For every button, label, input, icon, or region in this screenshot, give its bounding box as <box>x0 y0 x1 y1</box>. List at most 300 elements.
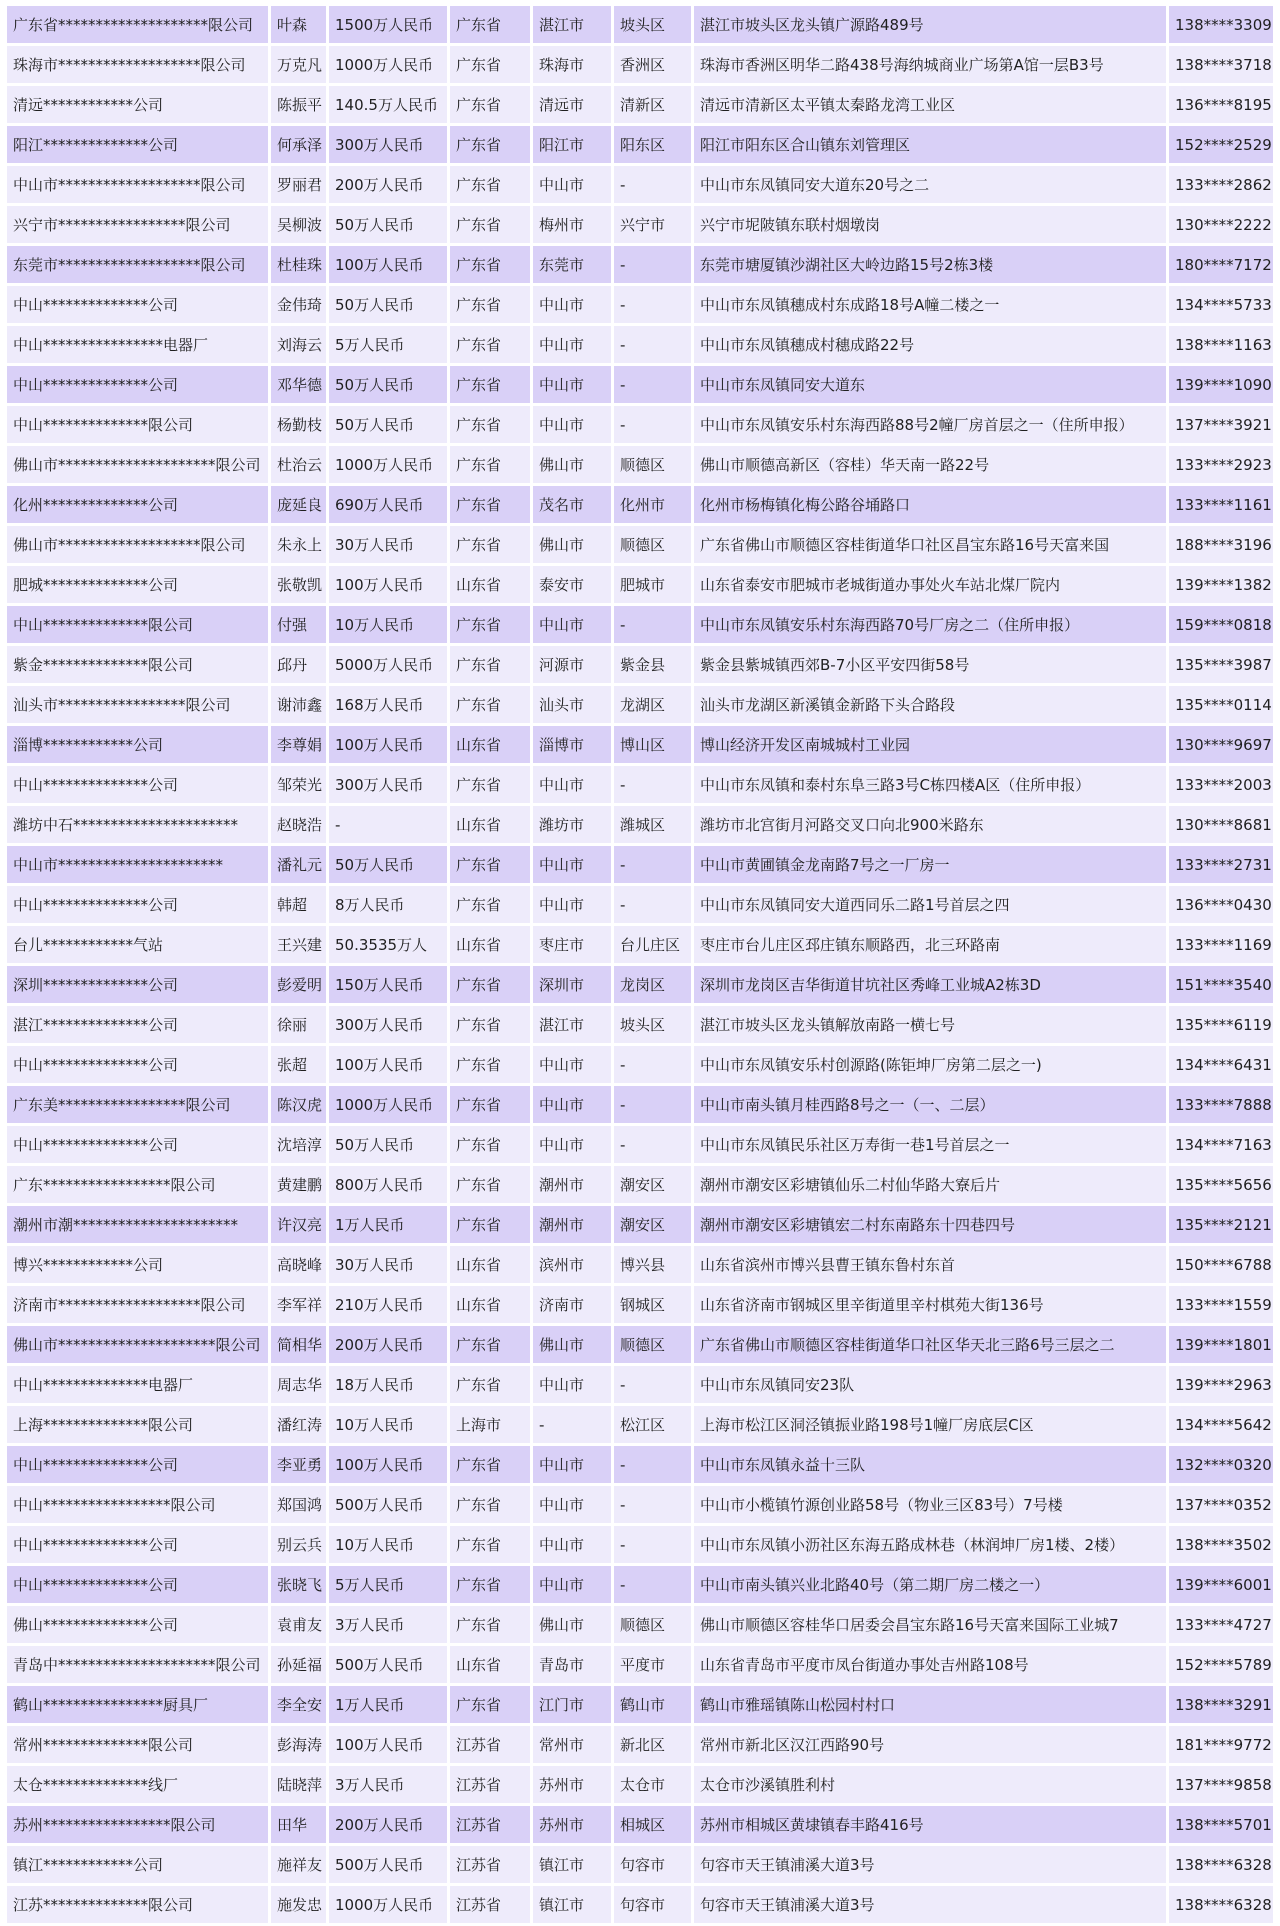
city-cell: 中山市 <box>533 886 611 923</box>
district-cell: 潍城区 <box>614 806 691 843</box>
company-name-cell: 中山**************限公司 <box>7 406 268 443</box>
city-cell: 潮州市 <box>533 1166 611 1203</box>
city-cell: 苏州市 <box>533 1806 611 1843</box>
registered-capital-cell: 200万人民币 <box>329 1806 447 1843</box>
province-cell: 广东省 <box>450 1006 530 1043</box>
contact-person-cell: 许汉亮 <box>271 1206 326 1243</box>
company-name-cell: 青岛中*********************限公司 <box>7 1646 268 1683</box>
address-cell: 化州市杨梅镇化梅公路谷埇路口 <box>694 486 1166 523</box>
company-name-cell: 博兴************公司 <box>7 1246 268 1283</box>
table-row <box>7 1526 1273 1563</box>
registered-capital-cell: 1万人民币 <box>329 1206 447 1243</box>
contact-person-cell: 田华 <box>271 1806 326 1843</box>
province-cell: 广东省 <box>450 206 530 243</box>
province-cell: 广东省 <box>450 1326 530 1363</box>
company-table <box>4 3 1276 1926</box>
phone-cell: 133****7888 <box>1169 1086 1273 1123</box>
contact-person-cell: 张晓飞 <box>271 1566 326 1603</box>
table-row <box>7 166 1273 203</box>
company-name-cell: 中山**************公司 <box>7 1526 268 1563</box>
table-row <box>7 1006 1273 1043</box>
province-cell: 山东省 <box>450 1646 530 1683</box>
district-cell: 龙岗区 <box>614 966 691 1003</box>
district-cell: 紫金县 <box>614 646 691 683</box>
table-row <box>7 1766 1273 1803</box>
contact-person-cell: 陆晓萍 <box>271 1766 326 1803</box>
province-cell: 山东省 <box>450 1246 530 1283</box>
registered-capital-cell: 690万人民币 <box>329 486 447 523</box>
contact-person-cell: 李亚勇 <box>271 1446 326 1483</box>
city-cell: 东莞市 <box>533 246 611 283</box>
table-row <box>7 1446 1273 1483</box>
company-name-cell: 广东美*****************限公司 <box>7 1086 268 1123</box>
contact-person-cell: 彭爱明 <box>271 966 326 1003</box>
table-row <box>7 86 1273 123</box>
contact-person-cell: 别云兵 <box>271 1526 326 1563</box>
address-cell: 潮州市潮安区彩塘镇宏二村东南路东十四巷四号 <box>694 1206 1166 1243</box>
district-cell: 顺德区 <box>614 1606 691 1643</box>
company-name-cell: 济南市*******************限公司 <box>7 1286 268 1323</box>
city-cell: 中山市 <box>533 1486 611 1523</box>
address-cell: 中山市东凤镇民乐社区万寿街一巷1号首层之一 <box>694 1126 1166 1163</box>
registered-capital-cell: 8万人民币 <box>329 886 447 923</box>
company-name-cell: 中山**************电器厂 <box>7 1366 268 1403</box>
district-cell: 松江区 <box>614 1406 691 1443</box>
address-cell: 汕头市龙湖区新溪镇金新路下头合路段 <box>694 686 1166 723</box>
contact-person-cell: 彭海涛 <box>271 1726 326 1763</box>
phone-cell: 135****2121 <box>1169 1206 1273 1243</box>
district-cell: 句容市 <box>614 1846 691 1883</box>
phone-cell: 133****2731 <box>1169 846 1273 883</box>
province-cell: 广东省 <box>450 846 530 883</box>
district-cell: 新北区 <box>614 1726 691 1763</box>
city-cell: 茂名市 <box>533 486 611 523</box>
table-row <box>7 566 1273 603</box>
city-cell: 中山市 <box>533 286 611 323</box>
district-cell: 潮安区 <box>614 1166 691 1203</box>
city-cell: 淄博市 <box>533 726 611 763</box>
phone-cell: 135****3987 <box>1169 646 1273 683</box>
registered-capital-cell: 140.5万人民币 <box>329 86 447 123</box>
contact-person-cell: 潘礼元 <box>271 846 326 883</box>
contact-person-cell: 黄建鹏 <box>271 1166 326 1203</box>
district-cell: 兴宁市 <box>614 206 691 243</box>
phone-cell: 138****3291 <box>1169 1686 1273 1723</box>
company-name-cell: 佛山市*********************限公司 <box>7 1326 268 1363</box>
contact-person-cell: 简相华 <box>271 1326 326 1363</box>
province-cell: 广东省 <box>450 286 530 323</box>
registered-capital-cell: 500万人民币 <box>329 1486 447 1523</box>
registered-capital-cell: 1000万人民币 <box>329 1886 447 1923</box>
district-cell: - <box>614 1566 691 1603</box>
registered-capital-cell: 300万人民币 <box>329 1006 447 1043</box>
phone-cell: 133****4727 <box>1169 1606 1273 1643</box>
address-cell: 中山市小榄镇竹源创业路58号（物业三区83号）7号楼 <box>694 1486 1166 1523</box>
address-cell: 中山市黄圃镇金龙南路7号之一厂房一 <box>694 846 1166 883</box>
phone-cell: 137****0352 <box>1169 1486 1273 1523</box>
company-name-cell: 佛山市*******************限公司 <box>7 526 268 563</box>
company-name-cell: 中山**************公司 <box>7 886 268 923</box>
registered-capital-cell: 30万人民币 <box>329 526 447 563</box>
table-row <box>7 606 1273 643</box>
phone-cell: 130****8681 <box>1169 806 1273 843</box>
contact-person-cell: 袁甫友 <box>271 1606 326 1643</box>
table-row <box>7 526 1273 563</box>
contact-person-cell: 庞延良 <box>271 486 326 523</box>
contact-person-cell: 高晓峰 <box>271 1246 326 1283</box>
contact-person-cell: 吴柳波 <box>271 206 326 243</box>
contact-person-cell: 邓华德 <box>271 366 326 403</box>
province-cell: 广东省 <box>450 526 530 563</box>
registered-capital-cell: 200万人民币 <box>329 166 447 203</box>
table-row <box>7 1846 1273 1883</box>
contact-person-cell: 韩超 <box>271 886 326 923</box>
district-cell: - <box>614 286 691 323</box>
province-cell: 江苏省 <box>450 1846 530 1883</box>
address-cell: 中山市东凤镇安乐村东海西路88号2幢厂房首层之一（住所申报） <box>694 406 1166 443</box>
address-cell: 湛江市坡头区龙头镇解放南路一横七号 <box>694 1006 1166 1043</box>
district-cell: 顺德区 <box>614 446 691 483</box>
address-cell: 中山市南头镇兴业北路40号（第二期厂房二楼之一） <box>694 1566 1166 1603</box>
company-name-cell: 中山**************公司 <box>7 1126 268 1163</box>
company-name-cell: 淄博************公司 <box>7 726 268 763</box>
table-row <box>7 326 1273 363</box>
phone-cell: 180****7172 <box>1169 246 1273 283</box>
table-row <box>7 1126 1273 1163</box>
phone-cell: 132****0320 <box>1169 1446 1273 1483</box>
city-cell: 中山市 <box>533 606 611 643</box>
address-cell: 兴宁市坭陂镇东联村烟墩岗 <box>694 206 1166 243</box>
address-cell: 中山市东凤镇同安大道东 <box>694 366 1166 403</box>
contact-person-cell: 杜治云 <box>271 446 326 483</box>
district-cell: 相城区 <box>614 1806 691 1843</box>
address-cell: 山东省泰安市肥城市老城街道办事处火车站北煤厂院内 <box>694 566 1166 603</box>
registered-capital-cell: 50万人民币 <box>329 1126 447 1163</box>
phone-cell: 136****8195 <box>1169 86 1273 123</box>
company-name-cell: 清远************公司 <box>7 86 268 123</box>
address-cell: 中山市东凤镇同安23队 <box>694 1366 1166 1403</box>
table-row <box>7 1326 1273 1363</box>
province-cell: 广东省 <box>450 1486 530 1523</box>
table-row <box>7 926 1273 963</box>
address-cell: 广东省佛山市顺德区容桂街道华口社区昌宝东路16号天富来国 <box>694 526 1166 563</box>
phone-cell: 139****1090 <box>1169 366 1273 403</box>
address-cell: 中山市东凤镇穗成村穗成路22号 <box>694 326 1166 363</box>
contact-person-cell: 陈振平 <box>271 86 326 123</box>
registered-capital-cell: 5万人民币 <box>329 1566 447 1603</box>
company-name-cell: 常州**************限公司 <box>7 1726 268 1763</box>
city-cell: - <box>533 1406 611 1443</box>
phone-cell: 150****6788 <box>1169 1246 1273 1283</box>
province-cell: 广东省 <box>450 446 530 483</box>
city-cell: 常州市 <box>533 1726 611 1763</box>
province-cell: 广东省 <box>450 1366 530 1403</box>
table-body <box>7 6 1273 1923</box>
phone-cell: 133****1559 <box>1169 1286 1273 1323</box>
address-cell: 佛山市顺德高新区（容桂）华天南一路22号 <box>694 446 1166 483</box>
registered-capital-cell: 50万人民币 <box>329 846 447 883</box>
registered-capital-cell: 1000万人民币 <box>329 1086 447 1123</box>
phone-cell: 152****2529 <box>1169 126 1273 163</box>
phone-cell: 134****5733 <box>1169 286 1273 323</box>
phone-cell: 152****5789 <box>1169 1646 1273 1683</box>
table-row <box>7 286 1273 323</box>
city-cell: 中山市 <box>533 766 611 803</box>
contact-person-cell: 王兴建 <box>271 926 326 963</box>
address-cell: 常州市新北区汉江西路90号 <box>694 1726 1166 1763</box>
contact-person-cell: 徐丽 <box>271 1006 326 1043</box>
district-cell: 钢城区 <box>614 1286 691 1323</box>
table-row <box>7 1566 1273 1603</box>
phone-cell: 151****3540 <box>1169 966 1273 1003</box>
registered-capital-cell: - <box>329 806 447 843</box>
province-cell: 山东省 <box>450 1286 530 1323</box>
contact-person-cell: 金伟琦 <box>271 286 326 323</box>
company-name-cell: 中山**************公司 <box>7 1566 268 1603</box>
province-cell: 江苏省 <box>450 1886 530 1923</box>
contact-person-cell: 施发忠 <box>271 1886 326 1923</box>
company-name-cell: 中山市*******************限公司 <box>7 166 268 203</box>
district-cell: 顺德区 <box>614 1326 691 1363</box>
phone-cell: 181****9772 <box>1169 1726 1273 1763</box>
city-cell: 中山市 <box>533 166 611 203</box>
registered-capital-cell: 210万人民币 <box>329 1286 447 1323</box>
company-name-cell: 中山**************公司 <box>7 1046 268 1083</box>
district-cell: 龙湖区 <box>614 686 691 723</box>
company-name-cell: 广东*****************限公司 <box>7 1166 268 1203</box>
address-cell: 清远市清新区太平镇太秦路龙湾工业区 <box>694 86 1166 123</box>
contact-person-cell: 杨勤枝 <box>271 406 326 443</box>
address-cell: 中山市东凤镇永益十三队 <box>694 1446 1166 1483</box>
province-cell: 上海市 <box>450 1406 530 1443</box>
district-cell: 坡头区 <box>614 1006 691 1043</box>
province-cell: 广东省 <box>450 246 530 283</box>
registered-capital-cell: 50.3535万人 <box>329 926 447 963</box>
registered-capital-cell: 18万人民币 <box>329 1366 447 1403</box>
city-cell: 潍坊市 <box>533 806 611 843</box>
company-name-cell: 潍坊中石********************** <box>7 806 268 843</box>
district-cell: 阳东区 <box>614 126 691 163</box>
province-cell: 广东省 <box>450 1686 530 1723</box>
table-row <box>7 206 1273 243</box>
address-cell: 上海市松江区洞泾镇振业路198号1幢厂房底层C区 <box>694 1406 1166 1443</box>
table-row <box>7 1086 1273 1123</box>
contact-person-cell: 罗丽君 <box>271 166 326 203</box>
contact-person-cell: 潘红涛 <box>271 1406 326 1443</box>
province-cell: 广东省 <box>450 1086 530 1123</box>
company-name-cell: 湛江**************公司 <box>7 1006 268 1043</box>
phone-cell: 133****2003 <box>1169 766 1273 803</box>
phone-cell: 130****9697 <box>1169 726 1273 763</box>
city-cell: 梅州市 <box>533 206 611 243</box>
phone-cell: 135****0114 <box>1169 686 1273 723</box>
province-cell: 广东省 <box>450 166 530 203</box>
company-name-cell: 化州**************公司 <box>7 486 268 523</box>
city-cell: 济南市 <box>533 1286 611 1323</box>
registered-capital-cell: 100万人民币 <box>329 246 447 283</box>
district-cell: - <box>614 1086 691 1123</box>
table-row <box>7 246 1273 283</box>
phone-cell: 134****5642 <box>1169 1406 1273 1443</box>
city-cell: 中山市 <box>533 406 611 443</box>
contact-person-cell: 陈汉虎 <box>271 1086 326 1123</box>
province-cell: 广东省 <box>450 46 530 83</box>
province-cell: 广东省 <box>450 366 530 403</box>
phone-cell: 135****5656 <box>1169 1166 1273 1203</box>
address-cell: 湛江市坡头区龙头镇广源路489号 <box>694 6 1166 43</box>
company-name-cell: 江苏**************限公司 <box>7 1886 268 1923</box>
address-cell: 苏州市相城区黄埭镇春丰路416号 <box>694 1806 1166 1843</box>
table-row <box>7 806 1273 843</box>
district-cell: - <box>614 886 691 923</box>
contact-person-cell: 刘海云 <box>271 326 326 363</box>
province-cell: 广东省 <box>450 486 530 523</box>
table-row <box>7 406 1273 443</box>
address-cell: 枣庄市台儿庄区邳庄镇东顺路西，北三环路南 <box>694 926 1166 963</box>
phone-cell: 139****6001 <box>1169 1566 1273 1603</box>
registered-capital-cell: 100万人民币 <box>329 726 447 763</box>
contact-person-cell: 付强 <box>271 606 326 643</box>
city-cell: 河源市 <box>533 646 611 683</box>
phone-cell: 138****3718 <box>1169 46 1273 83</box>
table-row <box>7 1646 1273 1683</box>
city-cell: 珠海市 <box>533 46 611 83</box>
city-cell: 中山市 <box>533 1526 611 1563</box>
company-name-cell: 紫金**************限公司 <box>7 646 268 683</box>
company-name-cell: 中山*****************限公司 <box>7 1486 268 1523</box>
district-cell: - <box>614 366 691 403</box>
phone-cell: 130****2222 <box>1169 206 1273 243</box>
city-cell: 佛山市 <box>533 1326 611 1363</box>
province-cell: 广东省 <box>450 686 530 723</box>
city-cell: 佛山市 <box>533 526 611 563</box>
district-cell: - <box>614 1486 691 1523</box>
district-cell: 化州市 <box>614 486 691 523</box>
phone-cell: 139****2963 <box>1169 1366 1273 1403</box>
district-cell: - <box>614 1046 691 1083</box>
province-cell: 广东省 <box>450 1446 530 1483</box>
table-row <box>7 726 1273 763</box>
company-name-cell: 镇江************公司 <box>7 1846 268 1883</box>
address-cell: 中山市东凤镇小沥社区东海五路成林巷（林润坤厂房1楼、2楼） <box>694 1526 1166 1563</box>
table-row <box>7 646 1273 683</box>
table-row <box>7 1686 1273 1723</box>
company-name-cell: 东莞市*******************限公司 <box>7 246 268 283</box>
company-name-cell: 中山**************限公司 <box>7 606 268 643</box>
city-cell: 中山市 <box>533 1046 611 1083</box>
contact-person-cell: 施祥友 <box>271 1846 326 1883</box>
district-cell: - <box>614 846 691 883</box>
province-cell: 江苏省 <box>450 1766 530 1803</box>
province-cell: 广东省 <box>450 86 530 123</box>
phone-cell: 134****7163 <box>1169 1126 1273 1163</box>
registered-capital-cell: 1000万人民币 <box>329 446 447 483</box>
phone-cell: 188****3196 <box>1169 526 1273 563</box>
registered-capital-cell: 3万人民币 <box>329 1766 447 1803</box>
table-row <box>7 1206 1273 1243</box>
company-name-cell: 中山**************公司 <box>7 366 268 403</box>
phone-cell: 133****2923 <box>1169 446 1273 483</box>
contact-person-cell: 李军祥 <box>271 1286 326 1323</box>
registered-capital-cell: 50万人民币 <box>329 206 447 243</box>
province-cell: 广东省 <box>450 646 530 683</box>
registered-capital-cell: 300万人民币 <box>329 766 447 803</box>
table-row <box>7 366 1273 403</box>
district-cell: - <box>614 1126 691 1163</box>
province-cell: 山东省 <box>450 566 530 603</box>
city-cell: 滨州市 <box>533 1246 611 1283</box>
phone-cell: 133****1161 <box>1169 486 1273 523</box>
address-cell: 句容市天王镇浦溪大道3号 <box>694 1846 1166 1883</box>
city-cell: 中山市 <box>533 1366 611 1403</box>
registered-capital-cell: 100万人民币 <box>329 566 447 603</box>
company-name-cell: 阳江**************公司 <box>7 126 268 163</box>
registered-capital-cell: 200万人民币 <box>329 1326 447 1363</box>
district-cell: 潮安区 <box>614 1206 691 1243</box>
registered-capital-cell: 100万人民币 <box>329 1726 447 1763</box>
address-cell: 山东省滨州市博兴县曹王镇东鲁村东首 <box>694 1246 1166 1283</box>
city-cell: 阳江市 <box>533 126 611 163</box>
city-cell: 清远市 <box>533 86 611 123</box>
table-row <box>7 1726 1273 1763</box>
registered-capital-cell: 50万人民币 <box>329 286 447 323</box>
phone-cell: 138****1163 <box>1169 326 1273 363</box>
phone-cell: 139****1801 <box>1169 1326 1273 1363</box>
city-cell: 潮州市 <box>533 1206 611 1243</box>
registered-capital-cell: 1000万人民币 <box>329 46 447 83</box>
phone-cell: 137****3921 <box>1169 406 1273 443</box>
phone-cell: 159****0818 <box>1169 606 1273 643</box>
city-cell: 中山市 <box>533 1126 611 1163</box>
address-cell: 阳江市阳东区合山镇东刘管理区 <box>694 126 1166 163</box>
company-name-cell: 中山**************公司 <box>7 1446 268 1483</box>
district-cell: - <box>614 1446 691 1483</box>
table-row <box>7 1246 1273 1283</box>
contact-person-cell: 沈培淳 <box>271 1126 326 1163</box>
phone-cell: 133****2862 <box>1169 166 1273 203</box>
contact-person-cell: 张超 <box>271 1046 326 1083</box>
company-name-cell: 中山**************公司 <box>7 286 268 323</box>
table-row <box>7 46 1273 83</box>
city-cell: 镇江市 <box>533 1886 611 1923</box>
table-row <box>7 486 1273 523</box>
address-cell: 中山市东凤镇同安大道东20号之二 <box>694 166 1166 203</box>
province-cell: 广东省 <box>450 1566 530 1603</box>
address-cell: 山东省青岛市平度市凤台街道办事处吉州路108号 <box>694 1646 1166 1683</box>
address-cell: 深圳市龙岗区吉华街道甘坑社区秀峰工业城A2栋3D <box>694 966 1166 1003</box>
district-cell: - <box>614 1366 691 1403</box>
table-row <box>7 1806 1273 1843</box>
province-cell: 广东省 <box>450 326 530 363</box>
address-cell: 佛山市顺德区容桂华口居委会昌宝东路16号天富来国际工业城7 <box>694 1606 1166 1643</box>
registered-capital-cell: 500万人民币 <box>329 1846 447 1883</box>
table-row <box>7 1286 1273 1323</box>
registered-capital-cell: 300万人民币 <box>329 126 447 163</box>
company-name-cell: 肥城**************公司 <box>7 566 268 603</box>
city-cell: 汕头市 <box>533 686 611 723</box>
registered-capital-cell: 500万人民币 <box>329 1646 447 1683</box>
contact-person-cell: 何承泽 <box>271 126 326 163</box>
district-cell: 平度市 <box>614 1646 691 1683</box>
address-cell: 中山市南头镇月桂西路8号之一（一、二层） <box>694 1086 1166 1123</box>
address-cell: 紫金县紫城镇西郊B-7小区平安四街58号 <box>694 646 1166 683</box>
company-name-cell: 潮州市潮********************** <box>7 1206 268 1243</box>
province-cell: 广东省 <box>450 1206 530 1243</box>
province-cell: 广东省 <box>450 1166 530 1203</box>
registered-capital-cell: 50万人民币 <box>329 366 447 403</box>
phone-cell: 136****0430 <box>1169 886 1273 923</box>
registered-capital-cell: 800万人民币 <box>329 1166 447 1203</box>
